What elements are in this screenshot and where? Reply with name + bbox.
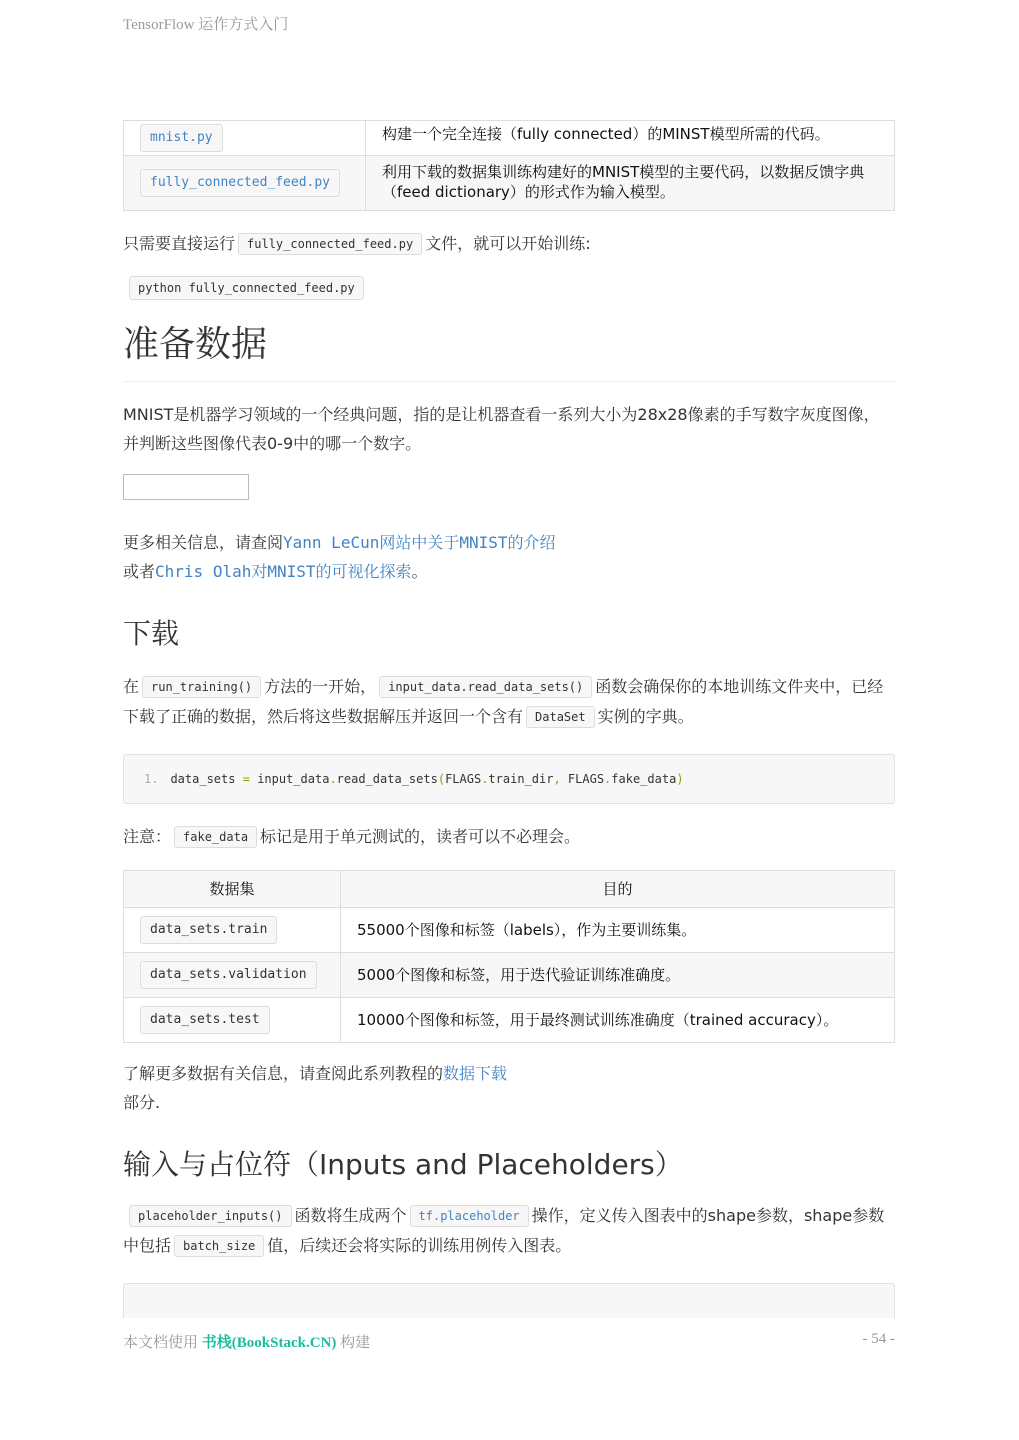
more-data-prefix: 了解更多数据有关信息，请查阅此系列教程的 (123, 1064, 444, 1083)
download-text-c: 函数会确保你的本地训练文件夹中，已经下载了正确的数据，然后将这些数据解压并返回一个含有 (123, 677, 884, 726)
data-download-link[interactable]: 数据下载 (443, 1064, 508, 1083)
more-info-prefix: 更多相关信息，请查阅 (123, 533, 284, 552)
file-code-mnist: mnist.py (140, 124, 223, 152)
code-token: ( (437, 772, 446, 786)
run-command-code: python fully_connected_feed.py (129, 276, 364, 300)
inputs-paragraph (123, 1201, 895, 1261)
table-row (124, 121, 895, 156)
code-token: . (604, 772, 612, 786)
table-cell (124, 953, 341, 998)
image-placeholder (123, 474, 249, 500)
page-header-title: TensorFlow 运作方式入门 (123, 17, 289, 33)
file-desc-mnist: 构建一个完全连接（fully connected）的MINST模型所需的代码。 (382, 125, 830, 143)
footer-suffix: 构建 (340, 1335, 371, 1351)
page-number: - 54 - (862, 1331, 895, 1347)
code-token: input_data (257, 772, 330, 786)
bookstack-brand-link[interactable]: 书栈(BookStack.CN) (201, 1335, 337, 1351)
run-command-paragraph (123, 273, 895, 303)
note-text: 标记是用于单元测试的，读者可以不必理会。 (260, 827, 581, 846)
datasets-table (123, 870, 895, 1043)
table-row (124, 908, 895, 953)
yann-lecun-link[interactable]: Yann LeCun网站中关于MNIST的介绍 (283, 533, 556, 552)
code-token: FLAGS (445, 772, 482, 786)
code-token: ) (676, 772, 684, 786)
note-prefix: 注意： (123, 827, 172, 846)
code-line-number: 1. (144, 772, 159, 786)
more-data-suffix: 部分. (123, 1093, 161, 1112)
note-paragraph (123, 822, 895, 852)
dataset-purpose: 10000个图像和标签，用于最终测试训练准确度（trained accuracy）。 (357, 1011, 839, 1029)
code-block (123, 754, 895, 804)
table-cell (341, 908, 895, 953)
inputs-text-2: 操作，定义传入图表中的shape参数，shape参数中包括 (123, 1206, 885, 1255)
period-text: 。 (411, 562, 428, 581)
run-text-before: 只需要直接运行 (123, 234, 236, 253)
code-block-continued (123, 1283, 895, 1318)
code-token: data_sets (170, 772, 236, 786)
table-cell (124, 998, 341, 1043)
page-footer (123, 1331, 370, 1352)
file-desc-feed: 利用下载的数据集训练构建好的MNIST模型的主要代码，以数据反馈字典（feed dictionary）的形式作为输入模型。 (382, 163, 865, 201)
code-token: FLAGS (567, 772, 605, 786)
tf-placeholder-code: tf.placeholder (410, 1205, 529, 1227)
section-title-inputs (123, 1147, 895, 1183)
table-row (124, 953, 895, 998)
code-token: read_data_sets (336, 772, 438, 786)
table-cell (366, 156, 895, 211)
download-paragraph (123, 672, 895, 732)
table-header-row (124, 871, 895, 908)
dataset-name: data_sets.validation (140, 961, 317, 989)
dataset-purpose: 5000个图像和标签，用于迭代验证训练准确度。 (357, 966, 681, 984)
section-title-download: 下载 (123, 617, 180, 650)
download-text-b: 方法的一开始， (264, 677, 377, 696)
or-text: 或者 (123, 562, 156, 581)
table-cell (341, 998, 895, 1043)
download-text-d: 实例的字典。 (597, 707, 694, 726)
files-table (123, 120, 895, 211)
inputs-text-3: 值，后续还会将实际的训练用例传入图表。 (267, 1236, 572, 1255)
run-paragraph (123, 229, 895, 259)
code-token: fake_data (611, 772, 677, 786)
inputs-text-1: 函数将生成两个 (294, 1206, 407, 1225)
dataset-name: data_sets.train (140, 916, 277, 944)
code-token: train_dir (488, 772, 554, 786)
table-header-purpose: 目的 (341, 871, 895, 908)
dataset-purpose: 55000个图像和标签（labels），作为主要训练集。 (357, 921, 697, 939)
table-row (124, 156, 895, 211)
batch-size-code: batch_size (174, 1235, 264, 1257)
prepare-intro: MNIST是机器学习领域的一个经典问题，指的是让机器查看一系列大小为28x28像素的手写数字灰度图像，并判断这些图像代表0-9中的哪一个数字。 (123, 405, 880, 453)
table-cell (124, 121, 366, 156)
table-header-dataset: 数据集 (124, 871, 341, 908)
run-inline-code: fully_connected_feed.py (238, 233, 422, 255)
more-info-paragraph (123, 528, 895, 586)
document-content (123, 120, 895, 1318)
table-cell (124, 908, 341, 953)
more-data-paragraph (123, 1059, 895, 1117)
dataset-code: DataSet (526, 706, 595, 728)
run-text-after: 文件，就可以开始训练: (425, 234, 591, 253)
fake-data-code: fake_data (174, 826, 257, 848)
file-code-feed: fully_connected_feed.py (140, 169, 340, 197)
download-text-a: 在 (123, 677, 140, 696)
footer-prefix: 本文档使用 (123, 1335, 199, 1351)
section-title-prepare: 准备数据 (123, 324, 268, 365)
section-divider (123, 381, 895, 382)
code-token: = (242, 772, 250, 786)
dataset-name: data_sets.test (140, 1006, 270, 1034)
chris-olah-link[interactable]: Chris Olah对MNIST的可视化探索 (155, 562, 412, 581)
table-cell (341, 953, 895, 998)
table-cell (366, 121, 895, 156)
placeholder-inputs-code: placeholder_inputs() (129, 1205, 292, 1227)
run-training-code: run_training() (142, 676, 261, 698)
inputs-title-text: 输入与占位符（Inputs and Placeholders） (123, 1148, 683, 1181)
code-token: , (553, 772, 561, 786)
table-row (124, 998, 895, 1043)
code-token: . (329, 772, 337, 786)
code-token: . (481, 772, 489, 786)
table-cell (124, 156, 366, 211)
read-data-sets-code: input_data.read_data_sets() (379, 676, 592, 698)
